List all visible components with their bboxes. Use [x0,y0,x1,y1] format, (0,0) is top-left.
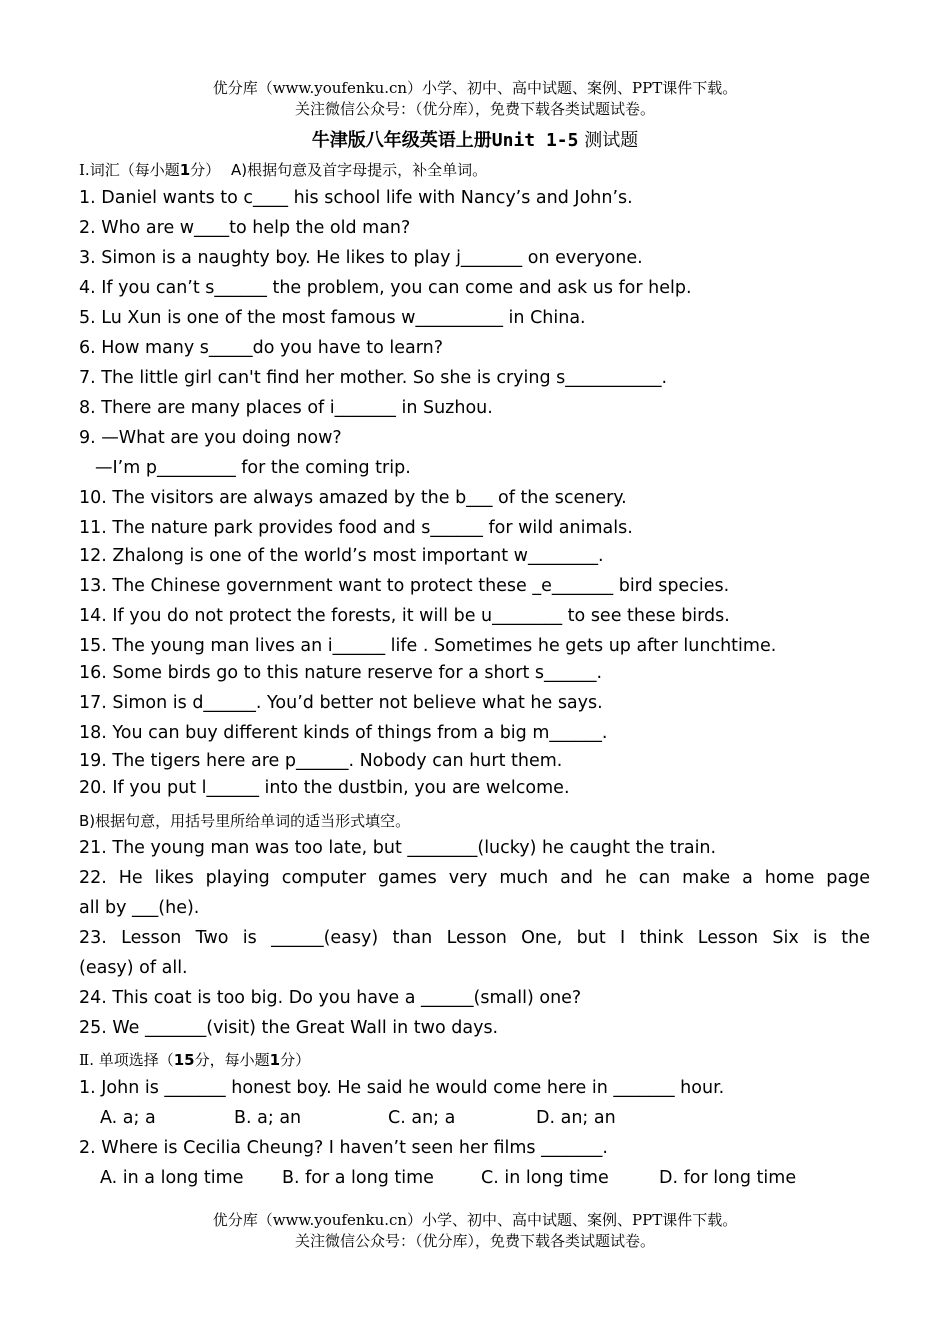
title-main: 牛津版八年级英语上册 [311,130,492,151]
question-20: 20. If you put l______ into the dustbin, you are welcome. [79,778,570,798]
question-8: 8. There are many places of i_______ in Suzhou. [79,398,493,418]
title-rest: 测试题 [578,130,639,151]
question-19: 19. The tigers here are p______. Nobody can hurt them. [79,751,563,771]
question-6: 6. How many s_____do you have to learn? [79,338,443,358]
footer [0,1210,950,1252]
section-1-sub-a: A)根据句意及首字母提示，补全单词。 [230,161,488,179]
question-22-cont: all by ___(he). [79,898,200,918]
section-2-score: 15 [173,1051,195,1069]
section-1-label-end: 分） [190,161,221,179]
footer-line-1: 优分库（www.youfenku.cn）小学、初中、高中试题、案例、PPT课件下载。 [212,1211,738,1229]
mcq-1-option-c: C. an; a [388,1108,456,1128]
section-1-number: Ⅰ. [79,161,90,179]
mcq-1-option-d: D. an; an [536,1108,616,1128]
question-10: 10. The visitors are always amazed by the b___ of the scenery. [79,488,627,508]
question-12: 12. Zhalong is one of the world’s most important w________. [79,546,604,566]
section-2-score-each: 1 [269,1051,281,1069]
question-3: 3. Simon is a naughty boy. He likes to play j_______ on everyone. [79,248,643,268]
question-9: 9. —What are you doing now? [79,428,342,448]
section-1-heading [79,159,487,180]
header-top [0,78,950,120]
question-23: 23. Lesson Two is ______(easy) than Lesson One, but I think Lesson Six is the [79,928,870,948]
mcq-1-option-b: B. a; an [234,1108,302,1128]
question-2: 2. Who are w____to help the old man? [79,218,411,238]
section-2-label: 单项选择（ [93,1051,174,1069]
question-9-answer: —I’m p_________ for the coming trip. [95,458,411,478]
question-13: 13. The Chinese government want to protect these _e_______ bird species. [79,576,730,596]
section-2-label-end: 分） [280,1051,311,1069]
question-18: 18. You can buy different kinds of things from a big m______. [79,723,608,743]
section-2-mid: 分，每小题 [194,1051,270,1069]
mcq-2-option-a: A. in a long time [100,1168,244,1188]
section-1-score: 1 [179,161,191,179]
section-1-sub-b [79,810,410,831]
question-11: 11. The nature park provides food and s______ for wild animals. [79,518,633,538]
header-line-2: 关注微信公众号：（优分库），免费下载各类试题试卷。 [294,100,655,118]
question-23-cont: (easy) of all. [79,958,188,978]
section-1-sub-b-text: B)根据句意，用括号里所给单词的适当形式填空。 [79,812,411,830]
question-24: 24. This coat is too big. Do you have a ______(small) one? [79,988,582,1008]
title-unit: Unit 1-5 [491,130,579,151]
question-15: 15. The young man lives an i______ life . Sometimes he gets up after lunchtime. [79,636,777,656]
question-5: 5. Lu Xun is one of the most famous w__________ in China. [79,308,586,328]
question-4: 4. If you can’t s______ the problem, you can come and ask us for help. [79,278,692,298]
question-14: 14. If you do not protect the forests, it will be u________ to see these birds. [79,606,730,626]
mcq-2-question: 2. Where is Cecilia Cheung? I haven’t seen her films _______. [79,1138,608,1158]
question-7: 7. The little girl can't find her mother. So she is crying s___________. [79,368,668,388]
mcq-1-options [100,1108,616,1128]
mcq-1-question: 1. John is _______ honest boy. He said he would come here in _______ hour. [79,1078,725,1098]
mcq-2-option-d: D. for long time [659,1168,797,1188]
mcq-2-options [100,1168,796,1188]
question-1: 1. Daniel wants to c____ his school life with Nancy’s and John’s. [79,188,633,208]
question-16: 16. Some birds go to this nature reserve for a short s______. [79,663,603,683]
header-line-1: 优分库（www.youfenku.cn）小学、初中、高中试题、案例、PPT课件下载。 [212,79,738,97]
section-1-label: 词汇（每小题 [89,161,180,179]
question-22: 22. He likes playing computer games very much and he can make a home page [79,868,870,888]
section-2-number: Ⅱ. [79,1051,94,1069]
question-21: 21. The young man was too late, but ________(lucky) he caught the train. [79,838,717,858]
question-17: 17. Simon is d______. You’d better not believe what he says. [79,693,603,713]
page-title [0,126,950,152]
mcq-1-option-a: A. a; a [100,1108,156,1128]
question-25: 25. We _______(visit) the Great Wall in two days. [79,1018,499,1038]
footer-line-2: 关注微信公众号：（优分库），免费下载各类试题试卷。 [294,1232,655,1250]
mcq-2-option-c: C. in long time [481,1168,609,1188]
section-2-heading [79,1049,310,1070]
mcq-2-option-b: B. for a long time [282,1168,434,1188]
